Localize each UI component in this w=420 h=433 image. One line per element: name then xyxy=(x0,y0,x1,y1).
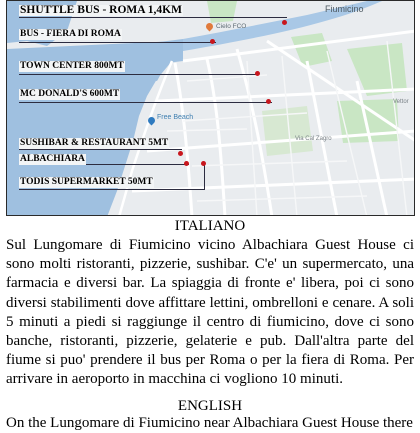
shuttle-marker-icon[interactable] xyxy=(282,20,287,25)
todis-leader xyxy=(19,189,205,190)
italiano-paragraph: Sul Lungomare di Fiumicino vicino Albachiara Guest House ci sono molti ristoranti, pizzerie, sushibar. C'e' un supermercato, una farmacia e diversi bar. La spiaggia di fronte e' libera, poi ci sono diversi stabilimenti dove affittare lettini, ombrelloni e cenare. A soli 5 minuti a piedi si raggiunge il centro di fiumicino, dove ci sono banche, ristoranti, pizzerie, gelaterie e pub. Dall'altra parte del fiume si puo' prendere il bus per Roma o per la fiera di Roma. Per arrivare in aeroporto in macchina ci vogliono 10 minuti. xyxy=(6,237,414,388)
bus-fiera-leader xyxy=(19,42,216,43)
mcdonalds-marker-icon[interactable] xyxy=(266,99,271,104)
mcdonalds-leader xyxy=(19,102,272,103)
label-shuttle-bus: SHUTTLE BUS - ROMA 1,4KM xyxy=(20,4,182,16)
heading-italiano: ITALIANO xyxy=(174,218,246,234)
label-albachiara: ALBACHIARA xyxy=(20,154,85,164)
place-cielo: Cielo FCO xyxy=(216,23,247,30)
sushibar-marker-icon[interactable] xyxy=(178,151,183,156)
label-sushibar: SUSHIBAR & RESTAURANT 5MT xyxy=(20,138,169,148)
todis-leader-vertical xyxy=(204,165,205,189)
heading-english: ENGLISH xyxy=(177,398,243,414)
town-center-leader xyxy=(19,74,259,75)
place-free-beach: Free Beach xyxy=(157,114,194,121)
label-bus-fiera: BUS - FIERA DI ROMA xyxy=(20,29,121,39)
todis-marker-icon[interactable] xyxy=(201,161,206,166)
label-town-center: TOWN CENTER 800MT xyxy=(20,61,124,71)
label-mcdonalds: MC DONALD'S 600MT xyxy=(20,89,120,99)
bus-fiera-marker-icon[interactable] xyxy=(210,39,215,44)
road-via-cal-zagro: Via Cal Zagro xyxy=(295,136,332,142)
town-center-marker-icon[interactable] xyxy=(255,71,260,76)
place-fiumicino: Fiumicino xyxy=(325,4,364,14)
shuttle-leader xyxy=(19,17,287,18)
albachiara-marker-icon[interactable] xyxy=(184,161,189,166)
label-todis: TODIS SUPERMARKET 50MT xyxy=(20,177,153,187)
english-paragraph: On the Lungomare di Fiumicino near Albachiara Guest House there xyxy=(6,415,413,431)
place-vettor: Vettor xyxy=(393,99,409,105)
sushibar-leader xyxy=(19,149,182,150)
location-map[interactable] xyxy=(6,0,415,216)
